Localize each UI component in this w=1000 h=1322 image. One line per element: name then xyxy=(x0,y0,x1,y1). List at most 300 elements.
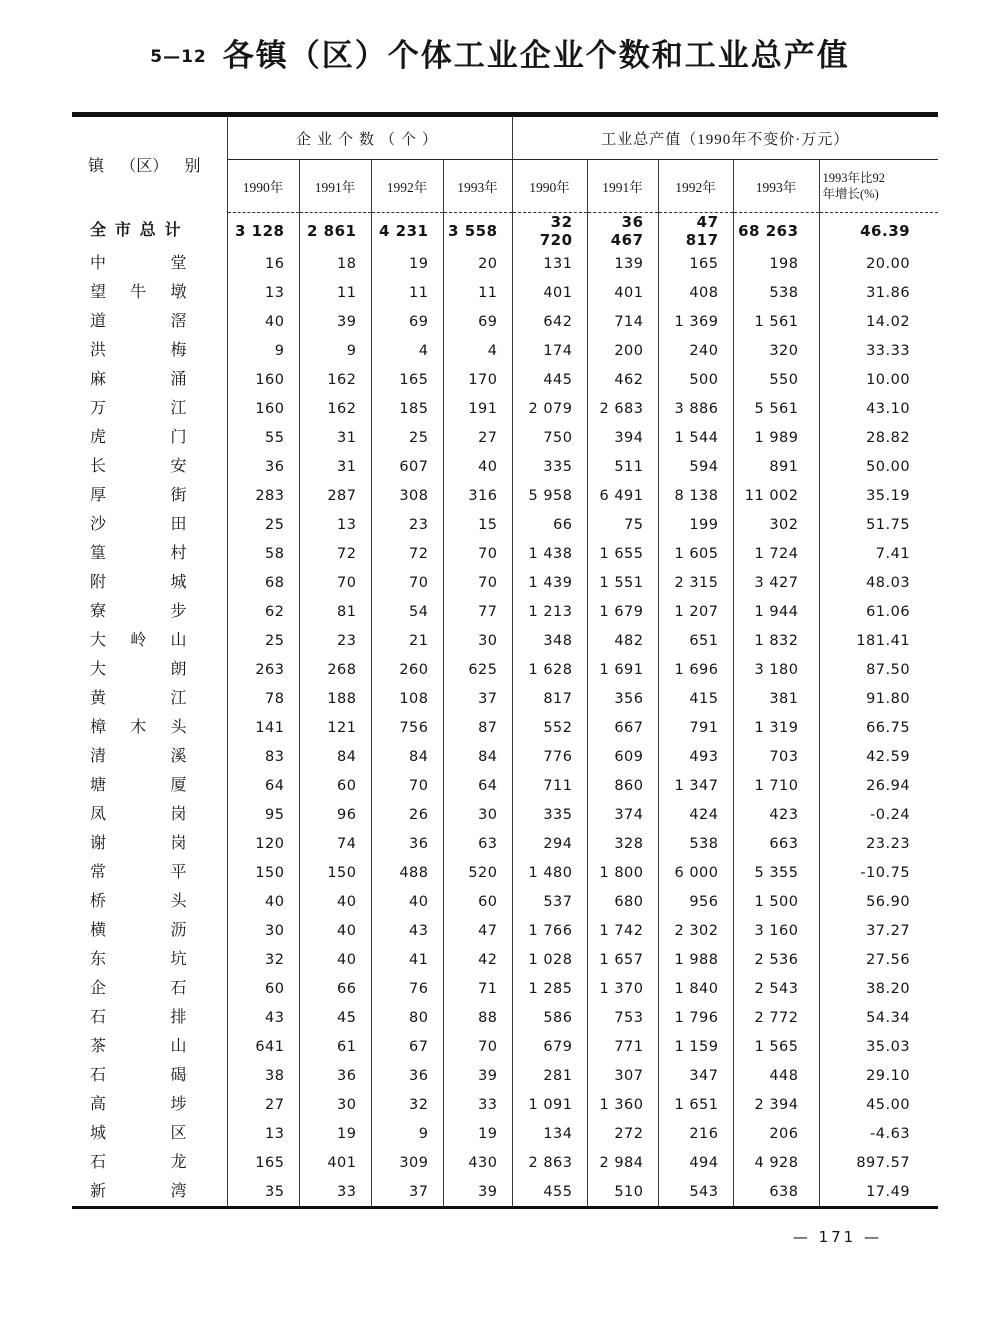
enterprise-count-cell: 62 xyxy=(227,597,299,626)
enterprise-count-cell: 162 xyxy=(299,365,371,394)
enterprise-count-cell: 84 xyxy=(299,742,371,771)
town-name-cell xyxy=(72,742,227,771)
town-name xyxy=(72,887,227,916)
enterprise-count-cell: 9 xyxy=(227,336,299,365)
output-value-cell: 2 683 xyxy=(587,394,658,423)
town-name xyxy=(72,452,227,481)
table-number: 5—12 xyxy=(150,47,207,67)
table-row xyxy=(72,945,938,974)
town-name-char: 麻 xyxy=(90,371,107,388)
output-value-cell: 1 213 xyxy=(512,597,587,626)
enterprise-count-cell: 520 xyxy=(443,858,512,887)
row-header-cell xyxy=(72,115,227,213)
town-name-char: 步 xyxy=(170,603,187,620)
town-name xyxy=(72,916,227,945)
enterprise-count-cell: 9 xyxy=(371,1119,443,1148)
enterprise-count-cell: 185 xyxy=(371,394,443,423)
enterprise-count-cell: 607 xyxy=(371,452,443,481)
growth-rate-cell: 27.56 xyxy=(819,945,938,974)
town-name-char: 村 xyxy=(170,545,187,562)
enterprise-count-cell: 18 xyxy=(299,249,371,278)
output-value-cell: 1 840 xyxy=(658,974,733,1003)
town-name-char: 寮 xyxy=(90,603,107,620)
enterprise-count-cell: 191 xyxy=(443,394,512,423)
enterprise-count-cell: 96 xyxy=(299,800,371,829)
growth-rate-cell: 10.00 xyxy=(819,365,938,394)
output-value-cell: 543 xyxy=(658,1177,733,1208)
table-row xyxy=(72,597,938,626)
enterprise-count-cell: 37 xyxy=(443,684,512,713)
town-name-char: 街 xyxy=(170,487,187,504)
table-row xyxy=(72,1148,938,1177)
row-header-part: 别 xyxy=(184,158,201,176)
enterprise-count-cell: 42 xyxy=(443,945,512,974)
output-value-cell: 424 xyxy=(658,800,733,829)
output-value-cell: 1 347 xyxy=(658,771,733,800)
growth-rate-cell: -10.75 xyxy=(819,858,938,887)
row-header-part: （区） xyxy=(120,158,169,176)
table-row xyxy=(72,365,938,394)
growth-rate-cell: 20.00 xyxy=(819,249,938,278)
enterprise-count-cell: 70 xyxy=(371,771,443,800)
enterprise-count-cell: 268 xyxy=(299,655,371,684)
statistics-table xyxy=(72,112,938,1209)
town-name-cell xyxy=(72,510,227,539)
growth-rate-cell: 897.57 xyxy=(819,1148,938,1177)
town-name-cell xyxy=(72,1032,227,1061)
output-value-cell: 1 989 xyxy=(733,423,819,452)
enterprise-count-cell: 9 xyxy=(299,336,371,365)
group-header-row xyxy=(72,115,938,160)
town-name-char: 黄 xyxy=(90,690,107,707)
town-name-char: 总 xyxy=(139,222,156,240)
enterprise-count-cell: 27 xyxy=(227,1090,299,1119)
town-name-char: 全 xyxy=(90,222,107,240)
enterprise-count-cell: 40 xyxy=(443,452,512,481)
town-name-cell xyxy=(72,945,227,974)
town-name-char: 朗 xyxy=(170,661,187,678)
town-name-char: 樟 xyxy=(90,719,107,736)
growth-rate-cell: 29.10 xyxy=(819,1061,938,1090)
growth-rate-cell: 33.33 xyxy=(819,336,938,365)
output-value-cell: 1 480 xyxy=(512,858,587,887)
town-name-char: 清 xyxy=(90,748,107,765)
growth-rate-cell: 61.06 xyxy=(819,597,938,626)
enterprise-count-cell: 74 xyxy=(299,829,371,858)
output-value-cell: 462 xyxy=(587,365,658,394)
town-name-char: 田 xyxy=(170,516,187,533)
enterprise-count-cell: 165 xyxy=(371,365,443,394)
town-name-char: 大 xyxy=(90,661,107,678)
output-value-cell: 1 696 xyxy=(658,655,733,684)
enterprise-count-cell: 77 xyxy=(443,597,512,626)
enterprise-count-cell: 54 xyxy=(371,597,443,626)
output-value-cell: 753 xyxy=(587,1003,658,1032)
table-row xyxy=(72,916,938,945)
town-name-cell xyxy=(72,887,227,916)
town-name-cell xyxy=(72,829,227,858)
table-row xyxy=(72,713,938,742)
output-value-cell: 2 302 xyxy=(658,916,733,945)
town-name-cell xyxy=(72,713,227,742)
enterprise-count-cell: 188 xyxy=(299,684,371,713)
town-name-char: 塘 xyxy=(90,777,107,794)
growth-rate-cell: -0.24 xyxy=(819,800,938,829)
enterprise-count-cell: 39 xyxy=(299,307,371,336)
town-name-char: 碣 xyxy=(170,1067,187,1084)
enterprise-count-cell: 11 xyxy=(299,278,371,307)
enterprise-count-cell: 36 xyxy=(227,452,299,481)
town-name-char: 高 xyxy=(90,1096,107,1113)
output-value-cell: 667 xyxy=(587,713,658,742)
output-value-cell: 860 xyxy=(587,771,658,800)
town-name-char: 万 xyxy=(90,400,107,417)
table-row xyxy=(72,1061,938,1090)
enterprise-count-cell: 40 xyxy=(299,945,371,974)
output-value-cell: 32 720 xyxy=(512,213,587,250)
town-name xyxy=(72,800,227,829)
enterprise-count-cell: 160 xyxy=(227,394,299,423)
output-value-cell: 538 xyxy=(658,829,733,858)
growth-rate-cell: 87.50 xyxy=(819,655,938,684)
town-name-char: 企 xyxy=(90,980,107,997)
output-value-cell: 2 315 xyxy=(658,568,733,597)
enterprise-count-cell: 283 xyxy=(227,481,299,510)
growth-rate-cell: 43.10 xyxy=(819,394,938,423)
enterprise-count-cell: 25 xyxy=(371,423,443,452)
town-name xyxy=(72,423,227,452)
town-name-char: 道 xyxy=(90,313,107,330)
table-row xyxy=(72,1090,938,1119)
town-name-cell xyxy=(72,974,227,1003)
output-value-cell: 776 xyxy=(512,742,587,771)
growth-rate-cell: 31.86 xyxy=(819,278,938,307)
enterprise-count-cell: 60 xyxy=(443,887,512,916)
output-value-cell: 307 xyxy=(587,1061,658,1090)
enterprise-count-cell: 64 xyxy=(443,771,512,800)
output-value-cell: 703 xyxy=(733,742,819,771)
output-value-cell: 1 360 xyxy=(587,1090,658,1119)
output-value-cell: 2 394 xyxy=(733,1090,819,1119)
enterprise-count-cell: 84 xyxy=(443,742,512,771)
enterprise-count-cell: 66 xyxy=(299,974,371,1003)
growth-rate-cell: 48.03 xyxy=(819,568,938,597)
enterprise-count-cell: 72 xyxy=(371,539,443,568)
town-name-cell xyxy=(72,1119,227,1148)
enterprise-count-cell: 70 xyxy=(443,1032,512,1061)
output-value-cell: 537 xyxy=(512,887,587,916)
output-value-cell: 1 679 xyxy=(587,597,658,626)
town-name-char: 门 xyxy=(170,429,187,446)
town-name-char: 埗 xyxy=(170,1096,187,1113)
output-value-cell: 11 002 xyxy=(733,481,819,510)
town-name-char: 岭 xyxy=(130,632,147,649)
enterprise-count-cell: 33 xyxy=(299,1177,371,1208)
growth-rate-cell: 28.82 xyxy=(819,423,938,452)
table-row xyxy=(72,800,938,829)
output-value-cell: 642 xyxy=(512,307,587,336)
growth-rate-cell: 26.94 xyxy=(819,771,938,800)
output-value-cell: 1 988 xyxy=(658,945,733,974)
growth-rate-cell: 23.23 xyxy=(819,829,938,858)
enterprise-count-cell: 23 xyxy=(371,510,443,539)
output-value-cell: 1 028 xyxy=(512,945,587,974)
enterprise-count-cell: 13 xyxy=(299,510,371,539)
enterprise-count-cell: 37 xyxy=(371,1177,443,1208)
enterprise-count-cell: 47 xyxy=(443,916,512,945)
output-value-cell: 494 xyxy=(658,1148,733,1177)
output-value-cell: 3 160 xyxy=(733,916,819,945)
town-name-cell xyxy=(72,1148,227,1177)
growth-rate-cell: 37.27 xyxy=(819,916,938,945)
table-row xyxy=(72,394,938,423)
enterprise-count-cell: 40 xyxy=(227,307,299,336)
town-name-cell xyxy=(72,278,227,307)
enterprise-count-cell: 30 xyxy=(299,1090,371,1119)
output-value-cell: 1 544 xyxy=(658,423,733,452)
town-name xyxy=(72,481,227,510)
enterprise-count-cell: 71 xyxy=(443,974,512,1003)
enterprise-count-cell: 11 xyxy=(443,278,512,307)
row-header-part: 镇 xyxy=(88,158,105,176)
enterprise-count-cell: 4 xyxy=(443,336,512,365)
town-name-char: 岗 xyxy=(170,806,187,823)
town-name-char: 东 xyxy=(90,951,107,968)
output-value-cell: 891 xyxy=(733,452,819,481)
town-name-cell xyxy=(72,307,227,336)
output-value-cell: 2 543 xyxy=(733,974,819,1003)
output-value-cell: 714 xyxy=(587,307,658,336)
town-name-char: 区 xyxy=(170,1125,187,1142)
output-value-cell: 510 xyxy=(587,1177,658,1208)
output-value-cell: 1 628 xyxy=(512,655,587,684)
town-name-char: 龙 xyxy=(170,1154,187,1171)
enterprise-count-cell: 95 xyxy=(227,800,299,829)
enterprise-count-cell: 32 xyxy=(371,1090,443,1119)
growth-rate-cell: 91.80 xyxy=(819,684,938,713)
enterprise-count-cell: 45 xyxy=(299,1003,371,1032)
output-value-cell: 174 xyxy=(512,336,587,365)
output-value-cell: 216 xyxy=(658,1119,733,1148)
statistics-table-area xyxy=(72,112,938,1209)
output-value-cell: 1 651 xyxy=(658,1090,733,1119)
growth-rate-cell: 181.41 xyxy=(819,626,938,655)
enterprise-count-cell: 13 xyxy=(227,278,299,307)
enterprise-count-cell: 58 xyxy=(227,539,299,568)
output-value-cell: 2 079 xyxy=(512,394,587,423)
enterprise-count-cell: 401 xyxy=(299,1148,371,1177)
town-name-char: 石 xyxy=(90,1009,107,1026)
enterprise-count-cell: 68 xyxy=(227,568,299,597)
table-row xyxy=(72,742,938,771)
town-name-cell xyxy=(72,916,227,945)
table-row xyxy=(72,1003,938,1032)
enterprise-count-cell: 23 xyxy=(299,626,371,655)
town-name-char: 常 xyxy=(90,864,107,881)
output-value-cell: 401 xyxy=(512,278,587,307)
enterprise-count-cell: 30 xyxy=(443,800,512,829)
output-value-cell: 2 863 xyxy=(512,1148,587,1177)
town-name-char: 厚 xyxy=(90,487,107,504)
output-value-cell: 493 xyxy=(658,742,733,771)
table-row xyxy=(72,655,938,684)
output-value-cell: 2 772 xyxy=(733,1003,819,1032)
enterprise-count-cell: 162 xyxy=(299,394,371,423)
enterprise-count-cell: 38 xyxy=(227,1061,299,1090)
table-row xyxy=(72,510,938,539)
output-value-cell: 139 xyxy=(587,249,658,278)
output-value-cell: 651 xyxy=(658,626,733,655)
enterprise-count-cell: 70 xyxy=(443,539,512,568)
page-title: 各镇（区）个体工业企业个数和工业总产值 xyxy=(222,38,850,74)
enterprise-count-cell: 40 xyxy=(299,916,371,945)
enterprise-count-cell: 67 xyxy=(371,1032,443,1061)
enterprise-count-cell: 287 xyxy=(299,481,371,510)
town-name xyxy=(72,307,227,336)
town-name-cell xyxy=(72,568,227,597)
output-value-cell: 500 xyxy=(658,365,733,394)
total-row xyxy=(72,213,938,250)
town-name xyxy=(72,1032,227,1061)
town-name-char: 湾 xyxy=(170,1183,187,1200)
town-name-char: 厦 xyxy=(170,777,187,794)
output-value-cell: 552 xyxy=(512,713,587,742)
growth-rate-header xyxy=(819,160,938,213)
table-row xyxy=(72,684,938,713)
town-name xyxy=(72,626,227,655)
enterprise-count-cell: 2 861 xyxy=(299,213,371,250)
town-name-char: 篁 xyxy=(90,545,107,562)
enterprise-count-cell: 11 xyxy=(371,278,443,307)
enterprise-count-cell: 33 xyxy=(443,1090,512,1119)
output-value-cell: 2 984 xyxy=(587,1148,658,1177)
enterprise-count-cell: 26 xyxy=(371,800,443,829)
town-name-cell xyxy=(72,684,227,713)
town-name-char: 溪 xyxy=(170,748,187,765)
town-name-char: 中 xyxy=(90,255,107,272)
town-name-char: 山 xyxy=(170,632,187,649)
town-name-char: 洪 xyxy=(90,342,107,359)
enterprise-count-cell: 316 xyxy=(443,481,512,510)
growth-rate-cell: 42.59 xyxy=(819,742,938,771)
enterprise-count-cell: 81 xyxy=(299,597,371,626)
table-row xyxy=(72,539,938,568)
enterprise-count-cell: 69 xyxy=(371,307,443,336)
group-header-enterprise-count: 企业个数（个） xyxy=(227,115,512,160)
enterprise-count-cell: 83 xyxy=(227,742,299,771)
output-value-cell: 401 xyxy=(587,278,658,307)
output-value-cell: 335 xyxy=(512,800,587,829)
enterprise-count-cell: 430 xyxy=(443,1148,512,1177)
town-name xyxy=(72,713,227,742)
town-name-char: 山 xyxy=(170,1038,187,1055)
output-value-cell: 131 xyxy=(512,249,587,278)
town-name xyxy=(72,597,227,626)
year-header-1990-value: 1990年 xyxy=(512,160,587,213)
output-value-cell: 771 xyxy=(587,1032,658,1061)
town-name-char: 排 xyxy=(170,1009,187,1026)
output-value-cell: 3 427 xyxy=(733,568,819,597)
enterprise-count-cell: 20 xyxy=(443,249,512,278)
table-row xyxy=(72,771,938,800)
output-value-cell: 1 655 xyxy=(587,539,658,568)
enterprise-count-cell: 78 xyxy=(227,684,299,713)
output-value-cell: 381 xyxy=(733,684,819,713)
output-value-cell: 1 439 xyxy=(512,568,587,597)
table-row xyxy=(72,278,938,307)
enterprise-count-cell: 60 xyxy=(227,974,299,1003)
enterprise-count-cell: 41 xyxy=(371,945,443,974)
town-name-cell xyxy=(72,452,227,481)
output-value-cell: 281 xyxy=(512,1061,587,1090)
town-name-char: 石 xyxy=(170,980,187,997)
output-value-cell: 6 000 xyxy=(658,858,733,887)
enterprise-count-cell: 170 xyxy=(443,365,512,394)
output-value-cell: 240 xyxy=(658,336,733,365)
output-value-cell: 956 xyxy=(658,887,733,916)
output-value-cell: 1 800 xyxy=(587,858,658,887)
enterprise-count-cell: 36 xyxy=(371,829,443,858)
enterprise-count-cell: 61 xyxy=(299,1032,371,1061)
town-name-char: 长 xyxy=(90,458,107,475)
output-value-cell: 663 xyxy=(733,829,819,858)
town-name-cell xyxy=(72,800,227,829)
town-name-char: 石 xyxy=(90,1067,107,1084)
enterprise-count-cell: 25 xyxy=(227,626,299,655)
output-value-cell: 1 944 xyxy=(733,597,819,626)
output-value-cell: 328 xyxy=(587,829,658,858)
table-row xyxy=(72,307,938,336)
page-title-row xyxy=(0,30,1000,75)
growth-header-line1: 1993年比92 xyxy=(822,171,886,185)
table-row xyxy=(72,481,938,510)
year-header-1993-value: 1993年 xyxy=(733,160,819,213)
output-value-cell: 75 xyxy=(587,510,658,539)
year-header-1992-count: 1992年 xyxy=(371,160,443,213)
town-name-cell xyxy=(72,771,227,800)
output-value-cell: 1 285 xyxy=(512,974,587,1003)
output-value-cell: 198 xyxy=(733,249,819,278)
table-row xyxy=(72,423,938,452)
enterprise-count-cell: 488 xyxy=(371,858,443,887)
town-name xyxy=(72,1177,227,1206)
enterprise-count-cell: 43 xyxy=(371,916,443,945)
town-name-char: 梅 xyxy=(170,342,187,359)
town-name xyxy=(72,394,227,423)
town-name-cell xyxy=(72,597,227,626)
enterprise-count-cell: 165 xyxy=(227,1148,299,1177)
output-value-cell: 550 xyxy=(733,365,819,394)
growth-rate-cell: 45.00 xyxy=(819,1090,938,1119)
enterprise-count-cell: 39 xyxy=(443,1177,512,1208)
town-name-char: 江 xyxy=(170,690,187,707)
town-name-char: 坑 xyxy=(170,951,187,968)
output-value-cell: 320 xyxy=(733,336,819,365)
output-value-cell: 36 467 xyxy=(587,213,658,250)
town-name-char: 沙 xyxy=(90,516,107,533)
output-value-cell: 680 xyxy=(587,887,658,916)
town-name-char: 横 xyxy=(90,922,107,939)
town-name xyxy=(72,1003,227,1032)
enterprise-count-cell: 19 xyxy=(299,1119,371,1148)
growth-rate-cell: -4.63 xyxy=(819,1119,938,1148)
output-value-cell: 68 263 xyxy=(733,213,819,250)
table-row xyxy=(72,249,938,278)
enterprise-count-cell: 63 xyxy=(443,829,512,858)
town-name-cell xyxy=(72,1003,227,1032)
town-name-char: 墩 xyxy=(170,284,187,301)
enterprise-count-cell: 308 xyxy=(371,481,443,510)
